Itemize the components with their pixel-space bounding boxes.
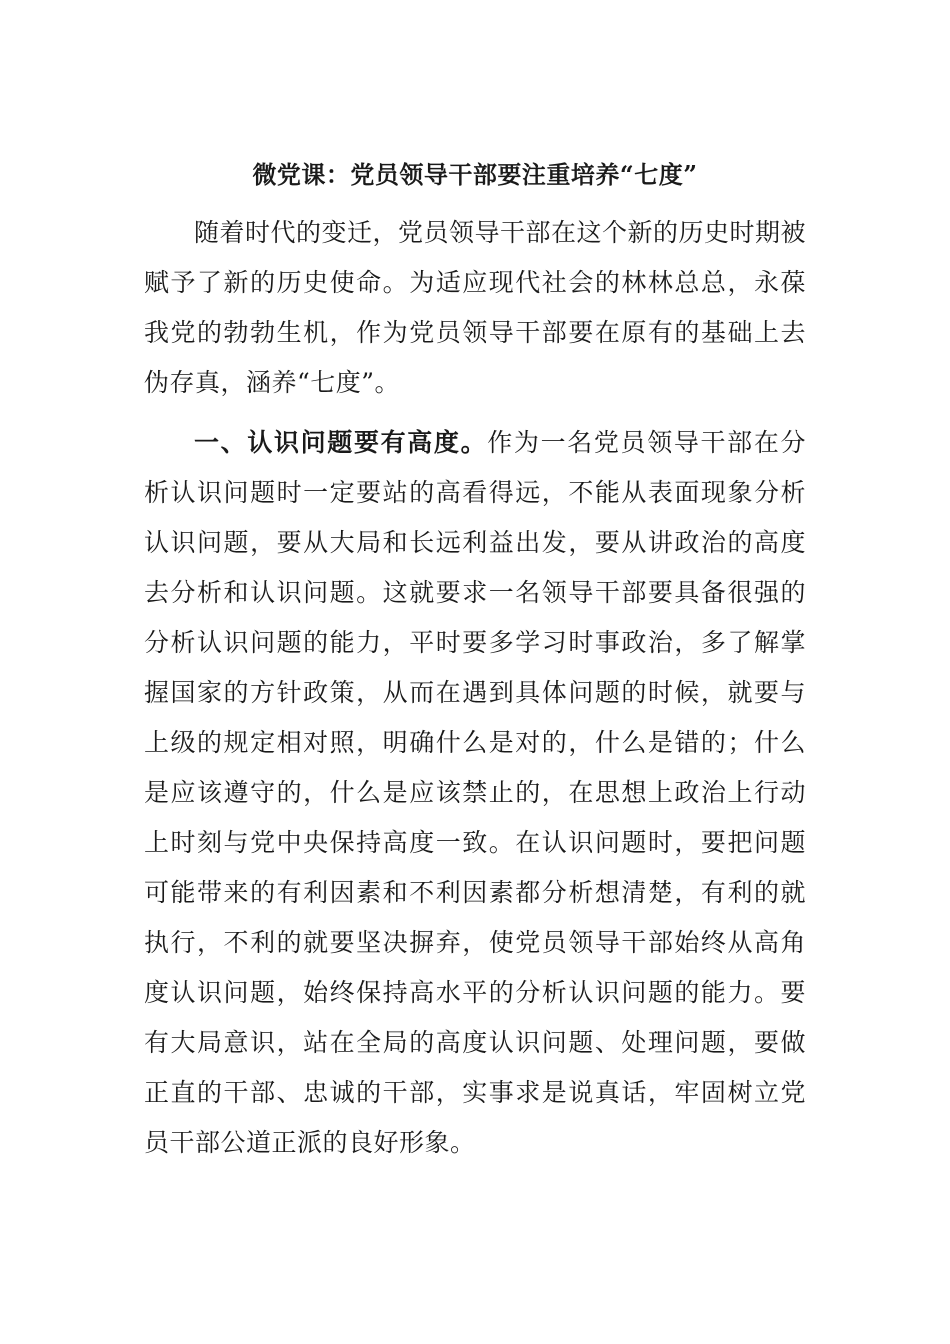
intro-paragraph-text: 随着时代的变迁，党员领导干部在这个新的历史时期被赋予了新的历史使命。为适应现代社会的林林总总，永葆我党的勃勃生机，作为党员领导干部要在原有的基础上去伪存真，涵养“七度”。 [144, 218, 807, 397]
document-body [144, 150, 806, 1168]
section-1-paragraph [144, 418, 806, 1168]
intro-paragraph [144, 208, 806, 408]
section-1-text: 作为一名党员领导干部在分析认识问题时一定要站的高看得远，不能从表面现象分析认识问题，要从大局和长远利益出发，要从讲政治的高度去分析和认识问题。这就要求一名领导干部要具备很强的分析认识问题的能力，平时要多学习时事政治，多了解掌握国家的方针政策，从而在遇到具体问题的时候，就要与上级的规定相对照，明确什么是对的，什么是错的；什么是应该遵守的，什么是应该禁止的，在思想上政治上行动上时刻与党中央保持高度一致。在认识问题时，要把问题可能带来的有利因素和不利因素都分析想清楚，有利的就执行，不利的就要坚决摒弃，使党员领导干部始终从高角度认识问题，始终保持高水平的分析认识问题的能力。要有大局意识，站在全局的高度认识问题、处理问题，要做正直的干部、忠诚的干部，实事求是说真话，牢固树立党员干部公道正派的良好形象。 [144, 428, 806, 1157]
document-title: 微党课：党员领导干部要注重培养“七度” [252, 160, 698, 189]
section-1-heading: 一、认识问题要有高度。 [194, 428, 488, 457]
